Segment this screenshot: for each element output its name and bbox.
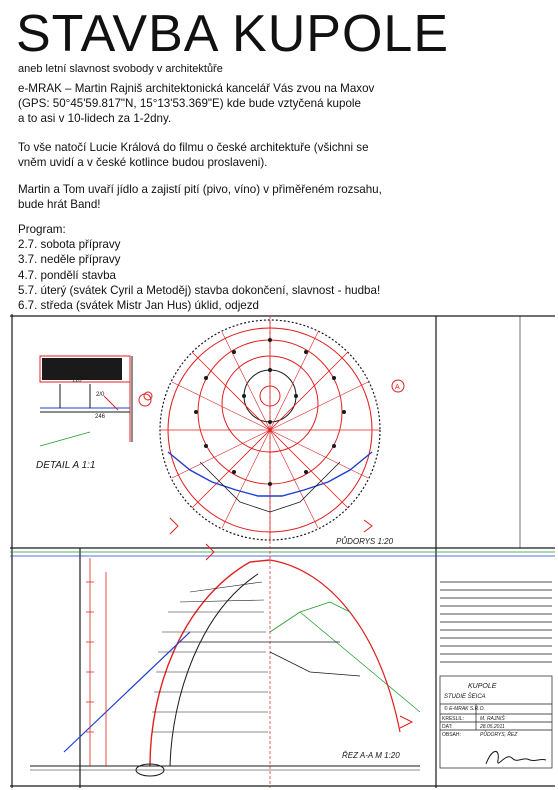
title-block-row-label: KRESLIL: <box>442 716 464 722</box>
intro-line: (GPS: 50°45'59.817"N, 15°13'53.369"E) kde bude vztyčená kupole <box>18 97 361 111</box>
intro-paragraph <box>18 81 548 127</box>
detail-label: DETAIL A 1:1 <box>36 460 96 471</box>
program-item: 6.7. středa (svátek Mistr Jan Hus) úklid, odjezd <box>18 299 259 313</box>
page-title: STAVBA KUPOLE <box>16 5 450 63</box>
film-line: vněm uvidí a v české kotlince budou proslaveni). <box>18 156 268 170</box>
detail-a-view <box>40 356 152 442</box>
plan-label: PŮDORYS 1:20 <box>336 537 394 546</box>
program-item: 2.7. sobota přípravy <box>18 238 121 252</box>
title-block-office: © E-MRAK S.R.O. <box>444 706 485 712</box>
food-line: bude hrát Band! <box>18 198 101 212</box>
title-block-row-label: DAT: <box>442 724 453 730</box>
food-paragraph <box>18 182 548 212</box>
dim-label: 246 <box>95 414 106 420</box>
sheet-frame <box>10 314 555 788</box>
guide-lines <box>10 316 555 788</box>
title-block-row-value: M. RAJNIŠ <box>480 716 505 722</box>
section-marker <box>139 380 404 534</box>
dome-plan-view <box>160 320 380 540</box>
title-block <box>440 582 552 768</box>
dome-technical-drawing <box>0 312 558 790</box>
intro-line: e-MRAK – Martin Rajniš architektonická kancelář Vás zvou na Maxov <box>18 82 375 95</box>
film-paragraph <box>18 140 548 170</box>
program-item: 3.7. neděle přípravy <box>18 253 121 267</box>
program-item: 5.7. úterý (svátek Cyril a Metoděj) stavba dokončení, slavnost - hudba! <box>18 283 381 297</box>
signature-mark <box>486 751 546 764</box>
program-item: 4.7. pondělí stavba <box>18 268 116 282</box>
intro-line: a to asi v 10-lidech za 1-2dny. <box>18 112 172 126</box>
title-block-title: KUPOLE <box>468 683 497 690</box>
section-marker-label: A <box>395 384 400 391</box>
dim-label: 2/0 <box>96 392 105 398</box>
food-line: Martin a Tom uvaří jídlo a zajistí pití (pivo, víno) v přiměřeném rozsahu, <box>18 183 382 196</box>
dim-label: 110 <box>72 378 82 384</box>
program-section <box>18 222 548 313</box>
title-block-row-label: OBSAH: <box>442 732 461 738</box>
title-block-row-value: 28.05.2011 <box>480 724 505 730</box>
title-block-office: STUDIE ŠEICA <box>444 694 486 700</box>
program-heading: Program: <box>18 223 66 236</box>
page-subtitle: aneb letní slavnost svobody v architektůře <box>18 63 223 75</box>
dome-section-view <box>30 544 420 776</box>
title-block-row-value: PŮDORYS, ŘEZ <box>480 732 518 738</box>
film-line: To vše natočí Lucie Králová do filmu o české architektuře (všichni se <box>18 141 369 154</box>
section-label: ŘEZ A-A M 1:20 <box>342 751 400 760</box>
